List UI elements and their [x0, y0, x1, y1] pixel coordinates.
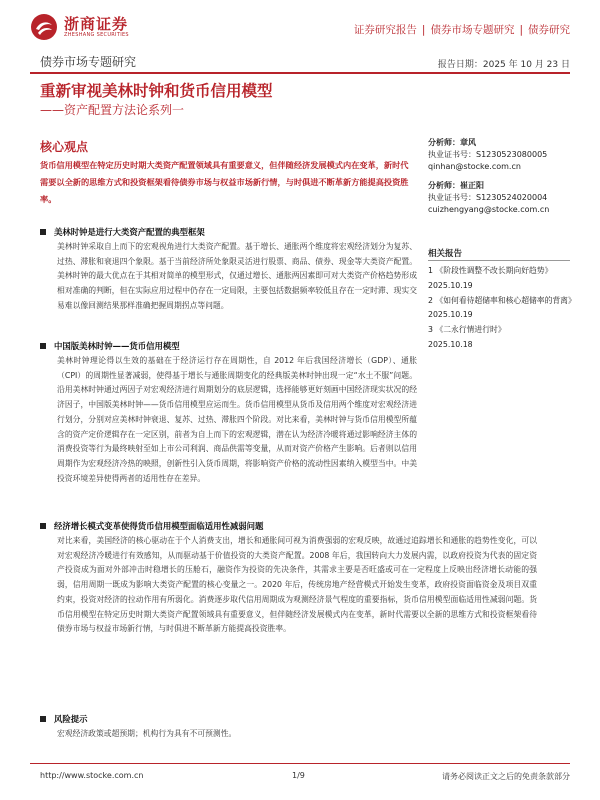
section-3-text: 对比来看，美国经济的核心驱动在于个人消费支出，增长和通胀间可视为消费强弱的宏观反映，故通过追踪增长和通胀的趋势性变化，可以对宏观经济冷暖进行有效感知，从而驱动基于价值投资的大类资产配置。2008 年后，我国转向大力发展内需，以政府投资为代表的固定资产投资成为面对外部冲击时稳增长的压舱石，融资作为投资的先决条件，其需求主要是否旺盛或可在一定程度上反映出经济增长动能的强弱，信用周期一既成为影响大类资产配置的核心变量之一。2020 年后，传统房地产经营模式开始发生变革，政府投资面临资金及项目双重约束，投资对经济的拉动作用有所弱化。消费逐步取代信用周期成为观测经济景气程度的重要指标，货币信用模型面临适用性减弱问题。货币信用模型在特定历史时期大类资产配置领域具有重要意义，但伴随经济发展模式内在变革，新时代需要以全新的思维方式和投资框架看待债券市场与权益市场新行情，与时俱进不断革新方能提高投资胜率。 — [57, 536, 537, 634]
analyst-1 — [428, 137, 578, 173]
logo-name-en: ZHESHANG SECURITIES — [64, 32, 129, 38]
analyst-1-email[interactable]: qinhan@stocke.com.cn — [428, 162, 521, 171]
header-divider — [30, 72, 570, 74]
analyst-2-cert: 执业证书号：S1230524020004 — [428, 193, 548, 202]
analyst-1-cert: 执业证书号：S1230523080005 — [428, 150, 548, 159]
report-type: 债券市场专题研究 — [40, 55, 137, 69]
bullet-square-icon — [40, 716, 46, 722]
related-reports-heading: 相关报告 — [428, 249, 463, 259]
core-view-text: 货币信用模型在特定历史时期大类资产配置领域具有重要意义，但伴随经济发展模式内在变革，新时代需要以全新的思维方式和投资框架看待债券市场与权益市场新行情，与时俱进不断革新方能提高投资胜率。 — [40, 160, 409, 204]
section-2-text: 美林时钟理论得以生效的基础在于经济运行存在周期性，自 2012 年后我国经济增长（GDP）、通胀（CPI）的周期性显著减弱，使得基于增长与通胀周期变化的经典版美林时钟出现一定“水土不服”问题。沿用美林时钟通过两因子对宏观经济进行周期划分的底层逻辑，选择能够更好刻画中国经济现实状况的经济因子，中国版美林时钟——货币信用模型应运而生。货币信用模型从货币及信用两个维度对宏观经济进行划分，分别对应美林时钟衰退、复苏、过热、滞胀四个阶段。对比来看，美林时钟与货币信用模型所蕴含的资产定价逻辑存在一定区别，前者为自上而下的宏观逻辑，潜在认为经济冷暖将通过影响经济主体的消费投资等行为最终映射至如上市公司利润、商品供需等变量，从而对资产价格产生影响。后者则以信用周期作为宏观经济冷热的映照，创新性引入货币周期，将影响资产价格的流动性因素纳入模型当中。中美投资环境差异使得两者的适用性存在差异。 — [57, 356, 417, 483]
related-report-item[interactable]: 3 《二永行情进行时》 — [428, 325, 506, 335]
nav-item-bond-topic: 债券市场专题研究 — [430, 24, 515, 36]
page-number: 1/9 — [292, 771, 305, 780]
nav-item-research-report: 证券研究报告 — [353, 24, 417, 36]
nav-item-bond-research: 债券研究 — [528, 24, 570, 36]
risk-text: 宏观经济政策或超预期；机构行为具有不可预测性。 — [57, 729, 237, 738]
company-logo — [30, 10, 170, 44]
related-report-item[interactable]: 2 《如何看待超储率和核心超储率的背离》 2025.10.19 — [428, 295, 576, 320]
analyst-1-name: 分析师：章风 — [428, 138, 476, 147]
related-divider — [428, 260, 570, 261]
related-reports-list — [428, 264, 576, 353]
footer-divider — [30, 763, 570, 764]
core-view-heading: 核心观点 — [40, 140, 89, 154]
related-report-item[interactable]: 1 《阶段性调整不改长期向好趋势》 2025.10.19 — [428, 266, 553, 290]
top-category-nav: 证券研究报告 | 债券市场专题研究 | 债券研究 — [353, 24, 570, 36]
footer-website-link[interactable]: http://www.stocke.com.cn — [40, 771, 144, 780]
bullet-square-icon — [40, 343, 46, 349]
bullet-square-icon — [40, 229, 46, 235]
bullet-square-icon — [40, 523, 46, 529]
logo-mark-icon — [30, 13, 58, 41]
analyst-2-name: 分析师：崔正阳 — [428, 181, 484, 190]
section-3-heading: 经济增长模式变革使得货币信用模型面临适用性减弱问题 — [40, 520, 420, 532]
section-1-heading: 美林时钟是进行大类资产配置的典型框架 — [40, 226, 420, 238]
section-1-text: 美林时钟采取自上而下的宏观视角进行大类资产配置。基于增长、通胀两个维度将宏观经济划分为复苏、过热、滞胀和衰退四个象限。基于当前经济所处象限灵活进行股票、商品、债券、现金等大类资产配置。美林时钟的最大优点在于其相对简单的模型形式，仅通过增长、通胀两因素即可对大类资产价格趋势形成相对准确的判断，但在实际应用过程中仍存在一定局限，主要包括数据频率较低且存在一定时滞、现实交易难以像回测结果那样准确把握周期拐点等问题。 — [57, 242, 417, 310]
related-report-date: 2025.10.18 — [428, 339, 473, 349]
analyst-2-email[interactable]: cuizhengyang@stocke.com.cn — [428, 205, 550, 214]
report-subtitle: ——资产配置方法论系列一 — [40, 103, 185, 117]
logo-name: 浙商证券 — [64, 15, 129, 33]
risk-heading: 风险提示 — [40, 713, 420, 725]
analyst-2 — [428, 180, 578, 216]
footer-disclaimer: 请务必阅读正文之后的免责条款部分 — [442, 772, 570, 781]
section-2-heading: 中国版美林时钟——货币信用模型 — [40, 340, 420, 352]
report-title: 重新审视美林时钟和货币信用模型 — [40, 82, 273, 100]
report-date: 报告日期：2025 年 10 月 23 日 — [437, 60, 570, 70]
